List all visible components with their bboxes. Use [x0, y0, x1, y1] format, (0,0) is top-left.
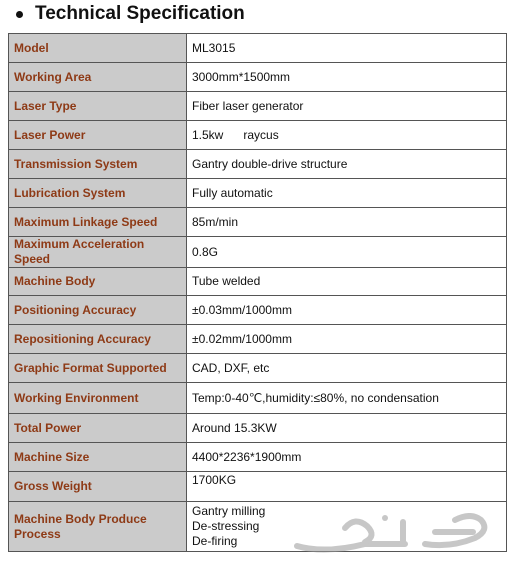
spec-label: Positioning Accuracy [9, 296, 187, 325]
spec-row-working-area [9, 63, 507, 92]
spec-label: Machine Size [9, 443, 187, 472]
process-step: De-firing [192, 534, 238, 548]
spec-value: 1.5kw raycus [187, 121, 507, 150]
process-step: Gantry milling [192, 504, 266, 518]
spec-label: Working Environment [9, 383, 187, 414]
spec-value-list [187, 502, 507, 552]
spec-row-max-linkage-speed [9, 208, 507, 237]
section-title: Technical Specification [35, 3, 245, 24]
process-step: De-stressing [192, 519, 260, 533]
spec-value: 85m/min [187, 208, 507, 237]
spec-value: 4400*2236*1900mm [187, 443, 507, 472]
bullet-icon [16, 11, 23, 18]
spec-label: Graphic Format Supported [9, 354, 187, 383]
spec-row-machine-body [9, 268, 507, 296]
spec-label: Laser Power [9, 121, 187, 150]
spec-row-working-environment [9, 383, 507, 414]
spec-row-max-acceleration-speed [9, 237, 507, 268]
spec-label: Laser Type [9, 92, 187, 121]
spec-label: Total Power [9, 414, 187, 443]
spec-label: Maximum Acceleration Speed [9, 237, 187, 268]
spec-label: Transmission System [9, 150, 187, 179]
spec-row-total-power [9, 414, 507, 443]
spec-value: 1700KG [187, 472, 507, 502]
spec-value: 3000mm*1500mm [187, 63, 507, 92]
spec-row-lubrication-system [9, 179, 507, 208]
spec-value: Tube welded [187, 268, 507, 296]
spec-row-laser-type [9, 92, 507, 121]
spec-value: CAD, DXF, etc [187, 354, 507, 383]
spec-value: Fully automatic [187, 179, 507, 208]
spec-value: Around 15.3KW [187, 414, 507, 443]
spec-row-graphic-format [9, 354, 507, 383]
spec-row-positioning-accuracy [9, 296, 507, 325]
spec-value: ML3015 [187, 34, 507, 63]
spec-label: Lubrication System [9, 179, 187, 208]
spec-row-machine-size [9, 443, 507, 472]
spec-table [8, 33, 507, 552]
spec-value: 0.8G [187, 237, 507, 268]
spec-label: Repositioning Accuracy [9, 325, 187, 354]
spec-label: Model [9, 34, 187, 63]
spec-value: ±0.02mm/1000mm [187, 325, 507, 354]
spec-value: Fiber laser generator [187, 92, 507, 121]
spec-value: ±0.03mm/1000mm [187, 296, 507, 325]
spec-row-transmission-system [9, 150, 507, 179]
spec-row-produce-process [9, 502, 507, 552]
spec-row-laser-power [9, 121, 507, 150]
section-heading [10, 2, 245, 26]
spec-row-repositioning-accuracy [9, 325, 507, 354]
spec-row-model [9, 34, 507, 63]
spec-label: Gross Weight [9, 472, 187, 502]
spec-label: Working Area [9, 63, 187, 92]
spec-label: Maximum Linkage Speed [9, 208, 187, 237]
spec-value: Temp:0-40℃,humidity:≤80%, no condensation [187, 383, 507, 414]
spec-row-gross-weight [9, 472, 507, 502]
spec-value: Gantry double-drive structure [187, 150, 507, 179]
spec-label: Machine Body [9, 268, 187, 296]
spec-label: Machine Body Produce Process [9, 502, 187, 552]
